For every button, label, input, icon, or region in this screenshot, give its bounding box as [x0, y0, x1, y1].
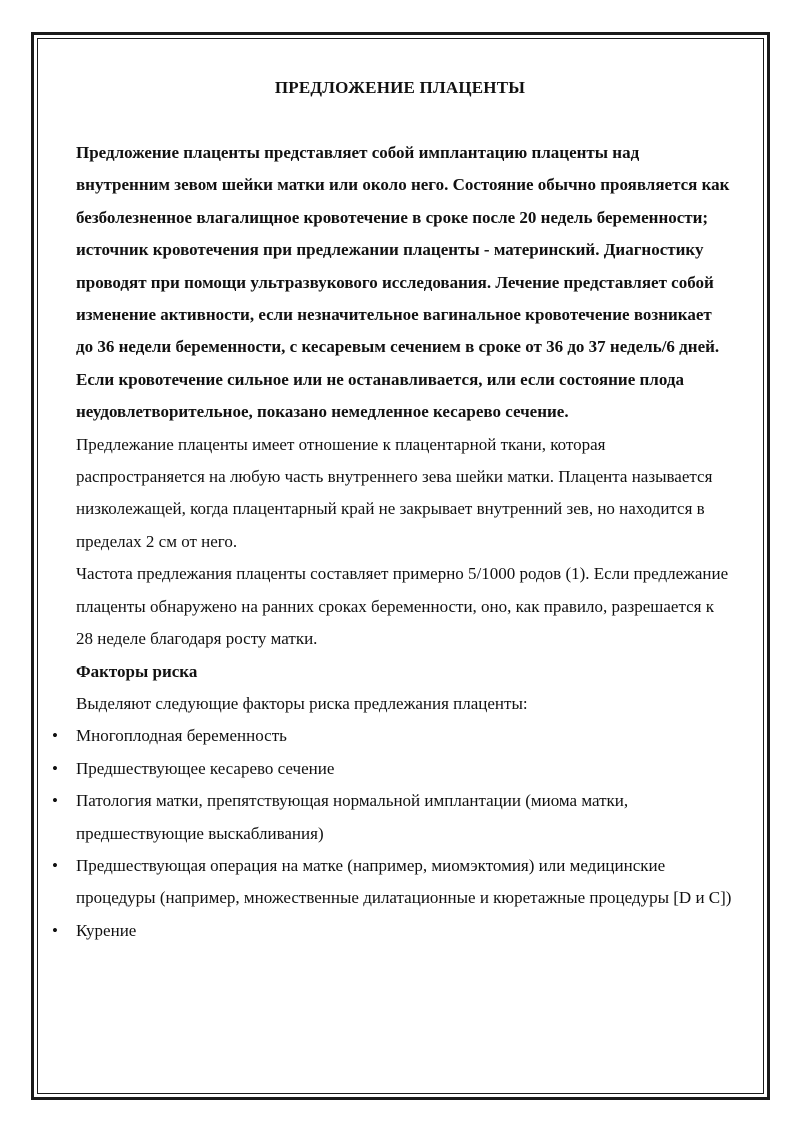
- risk-factors-intro: Выделяют следующие факторы риска предлежания плаценты:: [76, 693, 528, 713]
- intro-paragraph: Предложение плаценты представляет собой имплантацию плаценты над внутренним зевом шейки матки или около него. Состояние обычно проявляется как безболезненное влагалищное кровотечение в сроке после 20 недель беременности; источник кровотечения при предлежании плаценты - материнский. Диагностику проводят при помощи ультразвукового исследования. Лечение представляет собой изменение активности, если незначительное вагинальное кровотечение возникает до 36 недели беременности, с кесаревым сечением в сроке от 36 до 37 недель/6 дней. Если кровотечение сильное или не останавливается, или если состояние плода неудовлетворительное, показано немедленное кесарево сечение.: [76, 143, 730, 422]
- list-item: [52, 753, 732, 785]
- list-item: [52, 720, 732, 752]
- list-item: [52, 850, 732, 915]
- paragraph-definition: Предлежание плаценты имеет отношение к плацентарной ткани, которая распространяется на любую часть внутреннего зева шейки матки. Плацента называется низколежащей, когда плацентарный край не закрывает внутренний зев, но находится в пределах 2 см от него.: [76, 434, 713, 551]
- list-item: [52, 915, 732, 947]
- list-item-text: Предшествующее кесарево сечение: [76, 758, 335, 778]
- bullet-icon: •: [52, 726, 58, 746]
- section-heading-risk-factors: Факторы риска: [76, 661, 198, 681]
- list-item-text: Курение: [76, 920, 137, 940]
- bullet-icon: •: [52, 758, 58, 778]
- risk-factors-list: [52, 720, 732, 947]
- list-item-text: Многоплодная беременность: [76, 726, 287, 746]
- list-item-text: Предшествующая операция на матке (например, миомэктомия) или медицинские процедуры (например, множественные дилатационные и кюретажные процедуры [D и C]): [76, 855, 732, 908]
- list-item-text: Патология матки, препятствующая нормальной имплантации (миома матки, предшествующие выскабливания): [76, 791, 629, 843]
- paragraph-frequency: Частота предлежания плаценты составляет примерно 5/1000 родов (1). Если предлежание плаценты обнаружено на ранних сроках беременности, оно, как правило, разрешается к 28 неделе благодаря росту матки.: [76, 564, 729, 649]
- bullet-icon: •: [52, 791, 58, 811]
- bullet-icon: •: [52, 920, 58, 940]
- list-item: [52, 785, 732, 850]
- bullet-icon: •: [52, 855, 58, 875]
- document-title: ПРЕДЛОЖЕНИЕ ПЛАЦЕНТЫ: [274, 78, 526, 97]
- document-body: [52, 137, 732, 947]
